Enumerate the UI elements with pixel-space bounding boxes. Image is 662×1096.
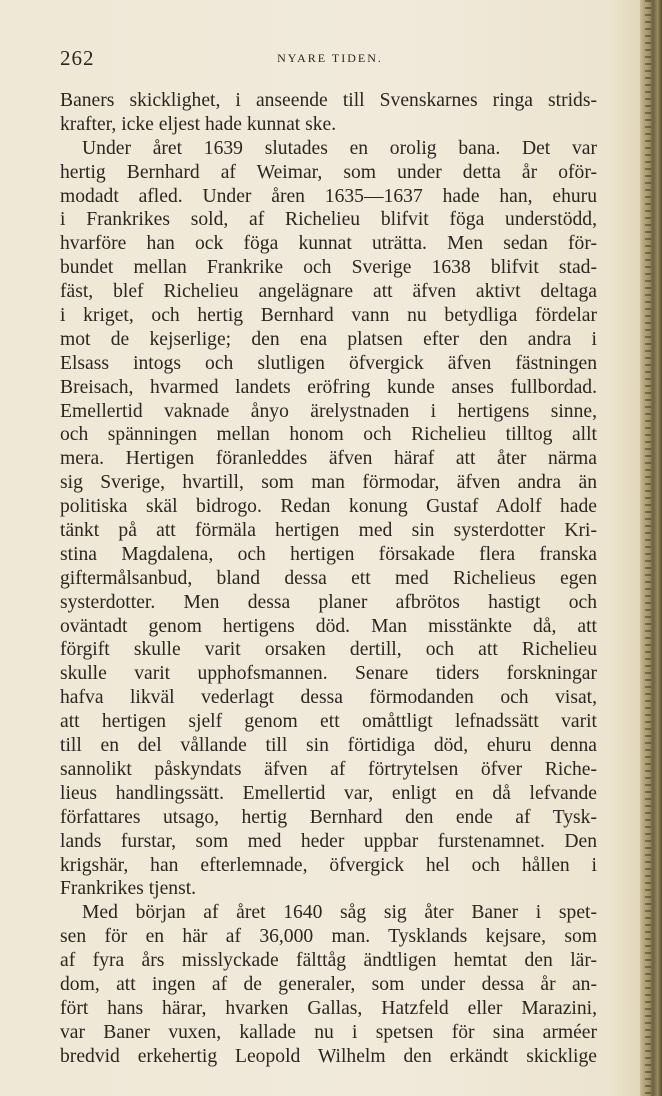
text-line: politiska skäl bidrogo. Redan konung Gustaf Adolf hade [60, 496, 597, 518]
running-title: NYARE TIDEN. [277, 51, 383, 65]
text-line: mot de kejserlige; den ena platsen efter den andra i [60, 328, 597, 350]
text-line: fört hans härar, hvarken Gallas, Hatzfeld eller Marazini, [60, 997, 597, 1019]
text-line: var Baner vuxen, kallade nu i spetsen för sina arméer [60, 1021, 597, 1043]
text-line: hafva likväl vederlagt dessa förmodanden och visat, [60, 687, 597, 709]
text-line: Med början af året 1640 såg sig åter Baner i spet- [82, 902, 597, 924]
page-edge-shadow [640, 0, 662, 1096]
text-line: i Frankrikes sold, af Richelieu blifvit föga understödd, [60, 209, 597, 231]
text-line: Under året 1639 slutades en orolig bana. Det var [82, 137, 597, 159]
text-line: förgift skulle varit orsaken dertill, och att Richelieu [60, 639, 597, 661]
text-line: Frankrikes tjenst. [60, 878, 197, 900]
text-line: bundet mellan Frankrike och Sverige 1638 blifvit stad- [60, 257, 597, 279]
text-line: af fyra års misslyckade fälttåg ändtligen hemtat den lär- [60, 950, 597, 972]
text-line: författares utsago, hertig Bernhard den ende af Tysk- [60, 806, 597, 828]
text-line: skulle varit upphofsmannen. Senare tiders forskningar [60, 663, 597, 685]
text-line: till en del vållande till sin förtidiga död, ehuru denna [60, 735, 597, 757]
text-line: i kriget, och hertig Bernhard vann nu betydliga fördelar [60, 305, 597, 327]
text-line: lieus handlingssätt. Emellertid var, enligt en då lefvande [60, 782, 597, 804]
text-line: hvarföre han ock föga kunnat uträtta. Men sedan för- [60, 233, 597, 255]
text-line: dom, att ingen af de generaler, som under dessa år an- [60, 973, 597, 995]
text-line: att hertigen sjelf genom ett omåttligt lefnadssätt varit [60, 711, 597, 733]
text-line: giftermålsanbud, bland dessa ett med Richelieus egen [60, 567, 597, 589]
text-line: tänkt på att förmäla hertigen med sin systerdotter Kri- [60, 520, 597, 542]
text-line: Emellertid vaknade ånyo ärelystnaden i hertigens sinne, [60, 400, 597, 422]
text-line: Breisach, hvarmed landets eröfring kunde anses fullbordad. [60, 376, 597, 398]
page-header [60, 46, 600, 70]
text-line: mera. Hertigen föranleddes äfven häraf att åter närma [60, 448, 597, 470]
text-line: lands furstar, som med heder uppbar furstenamnet. Den [60, 830, 597, 852]
text-line: krigshär, han efterlemnade, öfvergick hel och hållen i [60, 854, 597, 876]
text-line: stina Magdalena, och hertigen försakade flera franska [60, 543, 597, 565]
text-line: bredvid erkehertig Leopold Wilhelm den erkändt skicklige [60, 1045, 597, 1067]
body-text [60, 89, 597, 1069]
page-number: 262 [60, 46, 95, 70]
text-line: Baners skicklighet, i anseende till Svenskarnes ringa strids- [60, 90, 597, 111]
text-line: Elsass intogs och slutligen öfvergick äfven fästningen [60, 352, 597, 374]
text-line: och spänningen mellan honom och Richelieu tilltog allt [60, 424, 597, 446]
text-line: systerdotter. Men dessa planer afbrötos hastigt och [60, 591, 597, 613]
text-line: sig Sverige, hvartill, som man förmodar, äfven andra än [60, 472, 597, 494]
text-line: sen för en här af 36,000 man. Tysklands kejsare, som [60, 926, 597, 948]
text-line: modadt afled. Under åren 1635—1637 hade han, ehuru [60, 185, 597, 207]
text-line: krafter, icke eljest hade kunnat ske. [60, 113, 337, 135]
text-line: oväntadt genom hertigens död. Man misstänkte då, att [60, 615, 597, 637]
text-line: hertig Bernhard af Weimar, som under detta år oför- [60, 161, 597, 183]
text-line: fäst, blef Richelieu angelägnare att äfven aktivt deltaga [60, 281, 597, 303]
text-line: sannolikt påskyndats äfven af förtrytelsen öfver Riche- [60, 758, 597, 780]
